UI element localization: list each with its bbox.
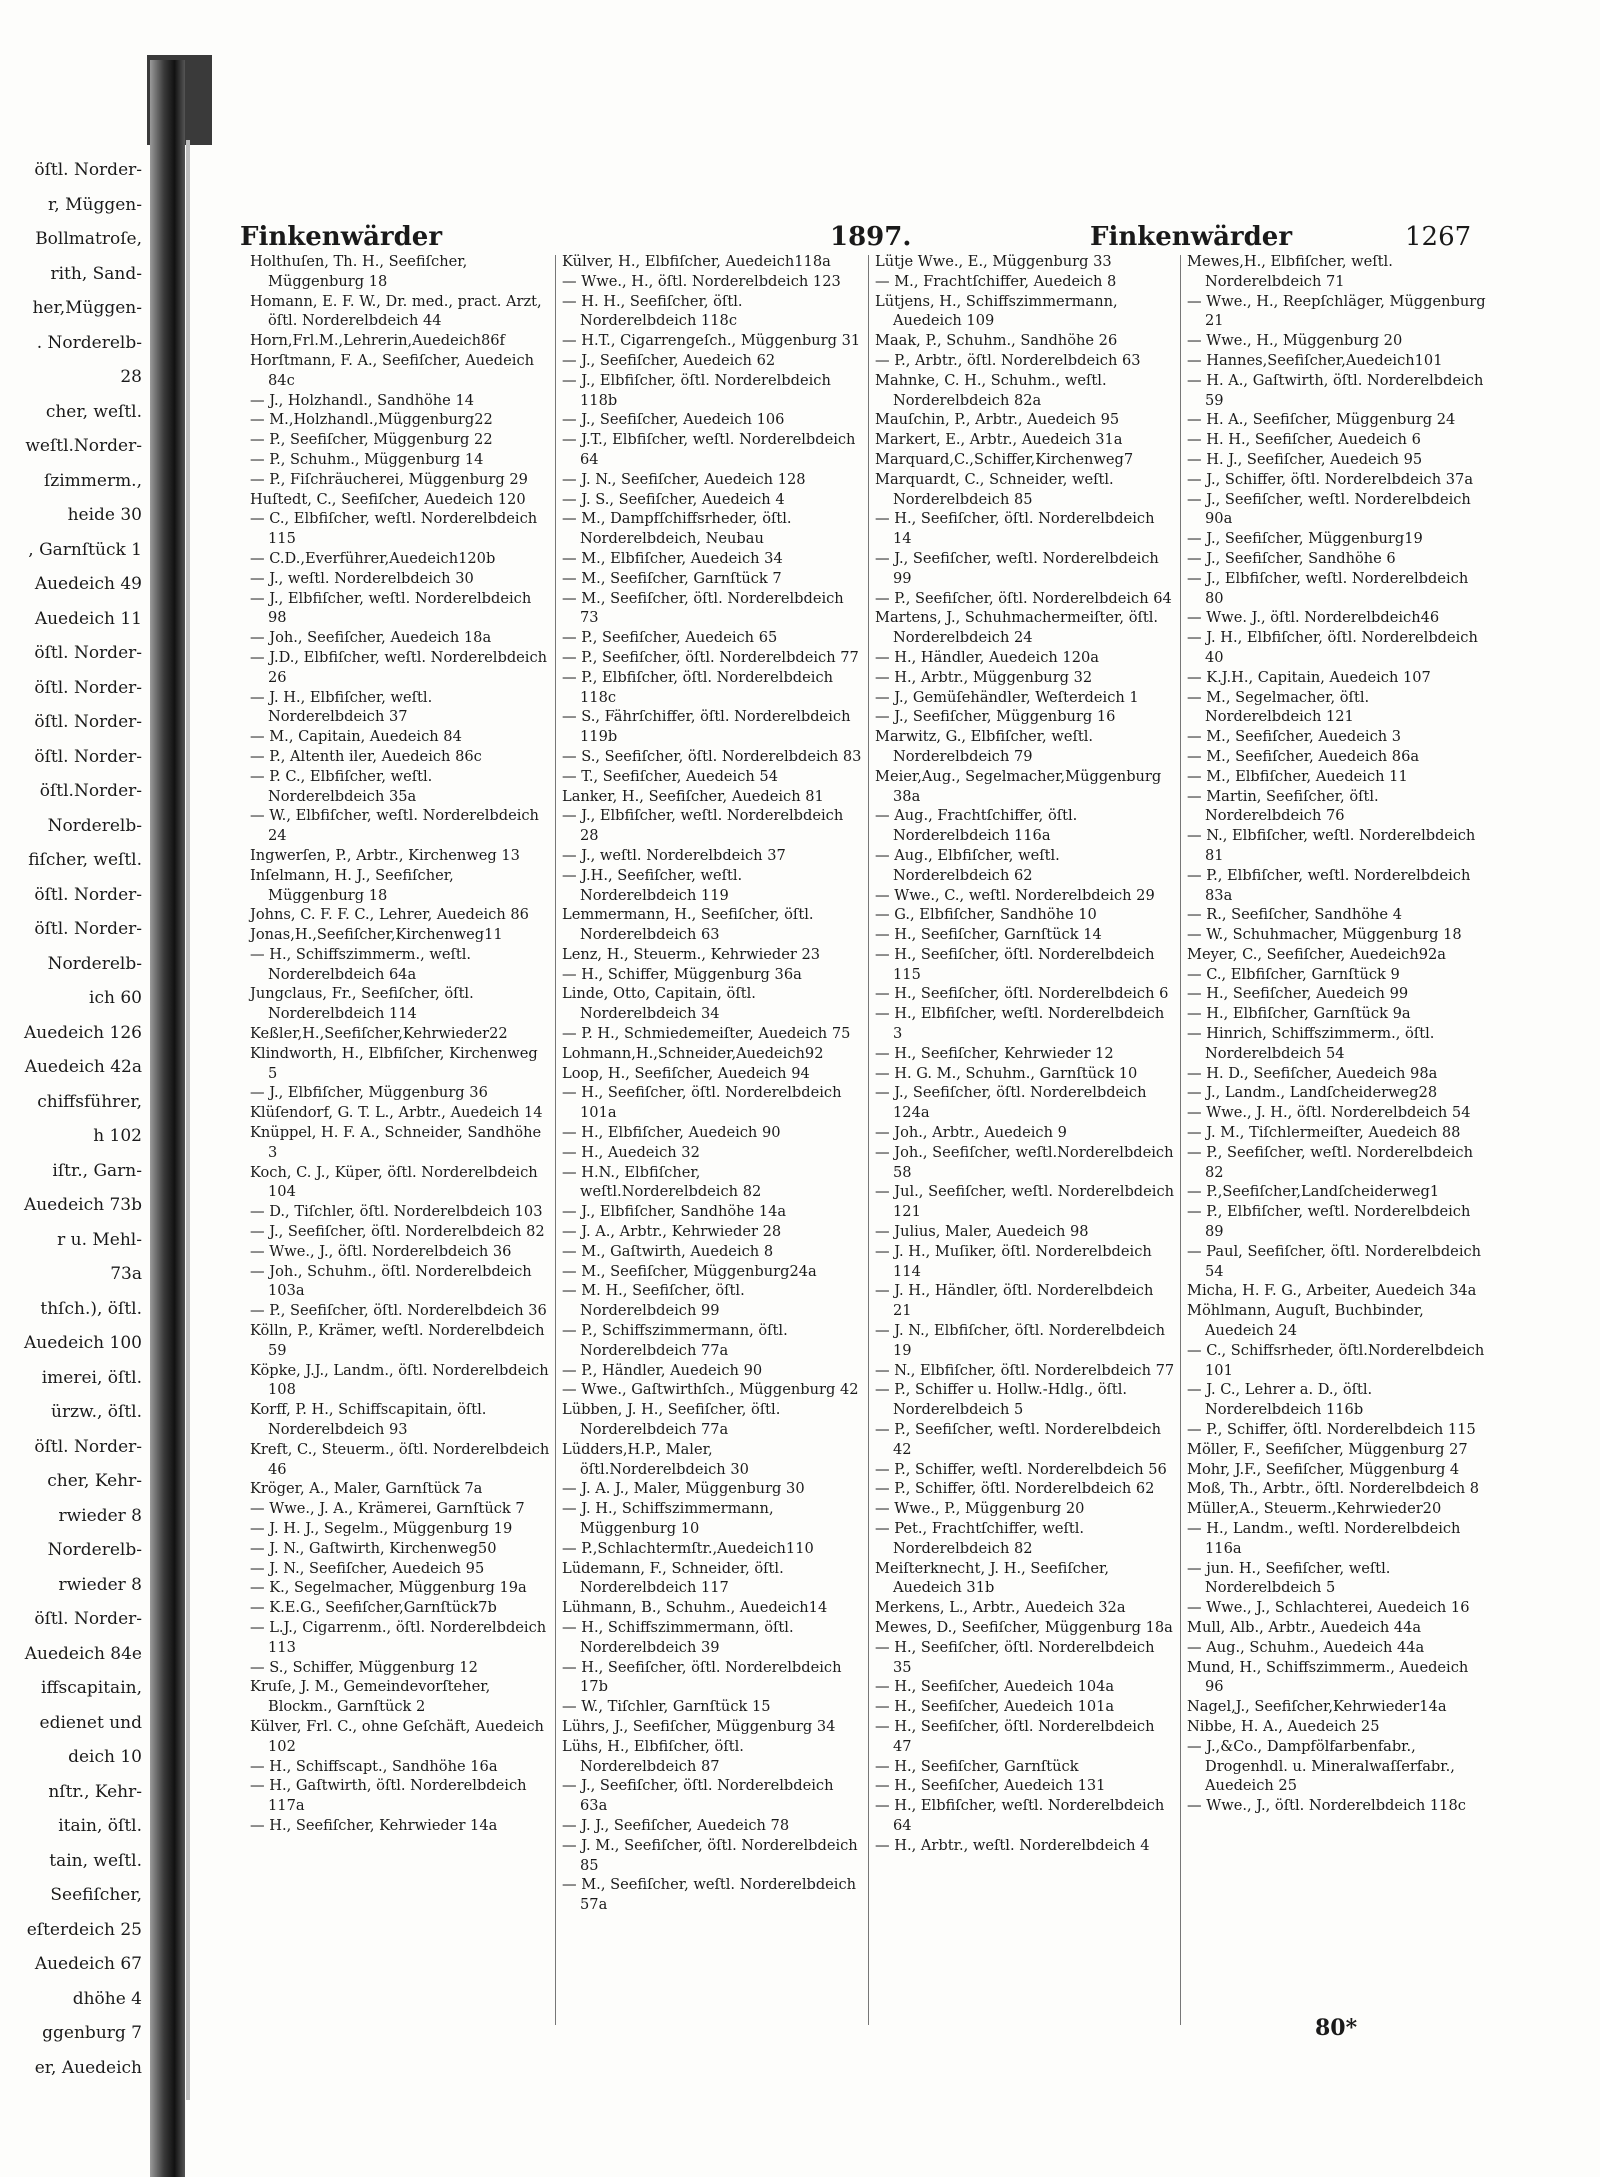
- directory-entry: — J., Schiffer, öſtl. Norderelbdeich 37a: [1187, 470, 1474, 488]
- left-page-line: er, Auedeich: [34, 2057, 142, 2078]
- directory-entry: — P. C., Elbfiſcher, weſtl. Norderelbdeich 35a: [250, 767, 433, 805]
- column-rule: [1180, 255, 1181, 2025]
- directory-entry: — W., Elbfiſcher, weſtl. Norderelbdeich 24: [250, 807, 539, 845]
- directory-entry: — H., Arbtr., weſtl. Norderelbdeich 4: [875, 1836, 1150, 1854]
- directory-entry: — P., Altenth iler, Auedeich 86c: [250, 747, 482, 765]
- directory-entry: — J. J., Seefiſcher, Auedeich 78: [562, 1816, 790, 1834]
- directory-entry: Ingwerſen, P., Arbtr., Kirchenweg 13: [250, 846, 520, 864]
- directory-entry: — J., Elbfiſcher, weſtl. Norderelbdeich 28: [562, 807, 844, 845]
- directory-entry: — H., Auedeich 32: [562, 1143, 700, 1161]
- left-page-line: öſtl. Norder-: [34, 919, 142, 939]
- directory-entry: — H., Seefiſcher, öſtl. Norderelbdeich 14: [875, 510, 1155, 548]
- directory-entry: — Joh., Schuhm., öſtl. Norderelbdeich 103a: [250, 1262, 532, 1300]
- left-page-line: itain, öſtl.: [58, 1816, 142, 1836]
- directory-entry: Lohmann,H.,Schneider,Auedeich92: [562, 1044, 824, 1062]
- directory-entry: — J., Elbfiſcher, weſtl. Norderelbdeich 98: [250, 589, 532, 627]
- directory-entry: Maak, P., Schuhm., Sandhöhe 26: [875, 332, 1118, 350]
- directory-entry: — H. A., Seefiſcher, Müggenburg 24: [1187, 411, 1456, 429]
- directory-entry: — C.D.,Everführer,Auedeich120b: [250, 549, 496, 567]
- directory-entry: Holthuſen, Th. H., Seefiſcher, Müggenburg 18: [250, 253, 468, 290]
- directory-entry: Jungclaus, Fr., Seefiſcher, öſtl. Norderelbdeich 114: [250, 985, 474, 1023]
- directory-entry: — J., Elbfiſcher, weſtl. Norderelbdeich 80: [1187, 569, 1469, 607]
- directory-entry: — Wwe., J., öſtl. Norderelbdeich 118c: [1187, 1797, 1466, 1815]
- directory-entry: — N., Elbfiſcher, weſtl. Norderelbdeich 81: [1187, 827, 1476, 864]
- directory-entry: — Wwe., H., Müggenburg 20: [1187, 332, 1403, 350]
- left-page-line: rith, Sand-: [50, 263, 142, 284]
- directory-entry: Knüppel, H. F. A., Schneider, Sandhöhe 3: [250, 1124, 542, 1161]
- column-rule: [868, 255, 869, 2025]
- directory-entry: Möhlmann, Auguſt, Buchbinder, Auedeich 24: [1187, 1302, 1424, 1340]
- directory-entry: — H., Seefiſcher, Auedeich 99: [1187, 985, 1409, 1003]
- directory-entry: — S., Fährſchiffer, öſtl. Norderelbdeich 119b: [562, 708, 851, 746]
- directory-entry: — G., Elbfiſcher, Sandhöhe 10: [875, 906, 1097, 924]
- directory-entry: Mund, H., Schiffszimmerm., Auedeich 96: [1187, 1658, 1469, 1696]
- directory-entry: Merkens, L., Arbtr., Auedeich 32a: [875, 1599, 1126, 1617]
- directory-entry: — H. A., Gaſtwirth, öſtl. Norderelbdeich 59: [1187, 371, 1484, 409]
- directory-entry: Lühs, H., Elbfiſcher, öſtl. Norderelbdeich 87: [562, 1737, 744, 1775]
- directory-entry: Mewes,H., Elbfiſcher, weſtl. Norderelbdeich 71: [1187, 253, 1393, 290]
- left-page-line: r u. Mehl-: [57, 1229, 142, 1250]
- directory-column-3: [875, 252, 1175, 1856]
- directory-entry: Nibbe, H. A., Auedeich 25: [1187, 1717, 1380, 1735]
- directory-entry: — H., Seefiſcher, Kehrwieder 14a: [250, 1816, 498, 1834]
- header-left-title: Finkenwärder: [240, 222, 443, 252]
- directory-entry: — Pet., Frachtſchiffer, weſtl. Norderelbdeich 82: [875, 1520, 1085, 1557]
- directory-entry: Möller, F., Seefiſcher, Müggenburg 27: [1187, 1440, 1468, 1458]
- directory-entry: Lühmann, B., Schuhm., Auedeich14: [562, 1599, 828, 1617]
- directory-entry: Lanker, H., Seefiſcher, Auedeich 81: [562, 787, 824, 805]
- directory-entry: — S., Schiffer, Müggenburg 12: [250, 1658, 478, 1676]
- directory-entry: — N., Elbfiſcher, öſtl. Norderelbdeich 77: [875, 1361, 1175, 1379]
- directory-entry: — Joh., Arbtr., Auedeich 9: [875, 1124, 1067, 1142]
- directory-entry: Klüſendorf, G. T. L., Arbtr., Auedeich 14: [250, 1104, 543, 1122]
- directory-entry: — P., Seefiſcher, Auedeich 65: [562, 629, 778, 647]
- directory-entry: — J., Landm., Landſcheiderweg28: [1187, 1084, 1438, 1102]
- directory-entry: — J., Seefiſcher, öſtl. Norderelbdeich 82: [250, 1223, 545, 1241]
- directory-entry: Marwitz, G., Elbfiſcher, weſtl. Norderelbdeich 79: [875, 728, 1094, 765]
- directory-entry: Horſtmann, F. A., Seefiſcher, Auedeich 84c: [250, 351, 535, 389]
- directory-entry: — P., Elbfiſcher, weſtl. Norderelbdeich 89: [1187, 1203, 1471, 1241]
- left-page-line: iffscapitain,: [41, 1678, 142, 1698]
- left-page-line: öſtl. Norder-: [34, 643, 142, 663]
- directory-entry: — Jul., Seefiſcher, weſtl. Norderelbdeich 121: [875, 1183, 1175, 1221]
- directory-entry: — Joh., Seefiſcher, Auedeich 18a: [250, 629, 492, 647]
- directory-entry: — K.E.G., Seefiſcher,Garnſtück7b: [250, 1599, 497, 1617]
- directory-entry: — H. G. M., Schuhm., Garnſtück 10: [875, 1064, 1138, 1082]
- left-page-line: heide 30: [67, 505, 142, 525]
- directory-entry: Kruſe, J. M., Gemeindevorſteher, Blockm., Garnſtück 2: [250, 1678, 491, 1716]
- left-page-line: Auedeich 73b: [23, 1195, 142, 1215]
- directory-entry: — P., Händler, Auedeich 90: [562, 1361, 763, 1379]
- directory-entry: — H., Seefiſcher, Kehrwieder 12: [875, 1044, 1114, 1062]
- directory-entry: Koch, C. J., Küper, öſtl. Norderelbdeich 104: [250, 1163, 538, 1201]
- directory-entry: — P., Schiffer, öſtl. Norderelbdeich 115: [1187, 1421, 1476, 1439]
- directory-entry: — H., Seefiſcher, Garnſtück 14: [875, 926, 1102, 944]
- directory-entry: — J., Seefiſcher, öſtl. Norderelbdeich 124a: [875, 1084, 1147, 1122]
- left-page-line: , Garnſtück 1: [28, 539, 142, 560]
- directory-entry: — J. M., Seefiſcher, öſtl. Norderelbdeich 85: [562, 1836, 858, 1874]
- left-page-line: Bollmatroſe,: [35, 229, 142, 249]
- left-page-line: öſtl. Norder-: [34, 746, 142, 767]
- left-page-line: nſtr., Kehr-: [48, 1781, 142, 1802]
- page-edge: [186, 140, 190, 2100]
- left-page-line: Norderelb-: [47, 953, 142, 974]
- directory-entry: — J., weſtl. Norderelbdeich 37: [562, 846, 786, 864]
- directory-entry: — H., Seefiſcher, öſtl. Norderelbdeich 115: [875, 945, 1155, 983]
- directory-entry: — Julius, Maler, Auedeich 98: [875, 1223, 1089, 1241]
- directory-entry: Külver, H., Elbfiſcher, Auedeich118a: [562, 253, 831, 270]
- directory-entry: Huſtedt, C., Seefiſcher, Auedeich 120: [250, 490, 526, 508]
- directory-entry: — jun. H., Seefiſcher, weſtl. Norderelbdeich 5: [1187, 1559, 1391, 1597]
- directory-entry: Marquard,C.,Schiffer,Kirchenweg7: [875, 450, 1134, 468]
- directory-entry: — P., Seefiſcher, Müggenburg 22: [250, 431, 493, 449]
- directory-entry: Martens, J., Schuhmachermeiſter, öſtl. Norderelbdeich 24: [875, 609, 1159, 647]
- directory-entry: — M., Frachtſchiffer, Auedeich 8: [875, 272, 1117, 290]
- directory-entry: — H., Arbtr., Müggenburg 32: [875, 668, 1093, 686]
- directory-entry: — M., Segelmacher, öſtl. Norderelbdeich 121: [1187, 688, 1370, 726]
- directory-entry: Korff, P. H., Schiffscapitain, öſtl. Norderelbdeich 93: [250, 1401, 487, 1439]
- directory-entry: — J.,&Co., Dampfölfarbenfabr., Drogenhdl. u. Mineralwaſſerfabr., Auedeich 25: [1187, 1737, 1455, 1795]
- left-page-line: Auedeich 67: [34, 1954, 142, 1974]
- directory-entry: — J., Elbfiſcher, öſtl. Norderelbdeich 118b: [562, 371, 831, 409]
- directory-entry: — M.,Holzhandl.,Müggenburg22: [250, 411, 493, 429]
- directory-entry: — J. H., Muſiker, öſtl. Norderelbdeich 114: [875, 1242, 1152, 1280]
- directory-entry: Lemmermann, H., Seefiſcher, öſtl. Norderelbdeich 63: [562, 906, 814, 944]
- directory-entry: Meyer, C., Seefiſcher, Auedeich92a: [1187, 945, 1447, 963]
- directory-entry: — P.,Schlachtermſtr.,Auedeich110: [562, 1539, 814, 1557]
- directory-entry: Lüdemann, F., Schneider, öſtl. Norderelbdeich 117: [562, 1559, 784, 1597]
- left-page-line: imerei, öſtl.: [41, 1367, 142, 1388]
- directory-entry: — H., Schiffer, Müggenburg 36a: [562, 965, 802, 983]
- directory-entry: — K., Segelmacher, Müggenburg 19a: [250, 1579, 527, 1597]
- directory-entry: — J., Gemüſehändler, Weſterdeich 1: [875, 688, 1139, 706]
- directory-entry: — J., Elbfiſcher, Sandhöhe 14a: [562, 1203, 787, 1221]
- directory-entry: — J., weſtl. Norderelbdeich 30: [250, 569, 474, 587]
- left-page-line: öſtl. Norder-: [34, 160, 142, 180]
- signature-mark: 80*: [1315, 2015, 1358, 2041]
- directory-entry: — Wwe., H., Reepſchläger, Müggenburg 21: [1187, 292, 1486, 330]
- directory-entry: — J., Elbfiſcher, Müggenburg 36: [250, 1084, 488, 1102]
- directory-entry: — P., Seefiſcher, öſtl. Norderelbdeich 36: [250, 1302, 547, 1320]
- directory-entry: Lütje Wwe., E., Müggenburg 33: [875, 253, 1112, 270]
- left-page-line: Seefiſcher,: [50, 1885, 142, 1905]
- directory-entry: — J. A., Arbtr., Kehrwieder 28: [562, 1223, 782, 1241]
- directory-entry: — J. M., Tiſchlermeiſter, Auedeich 88: [1187, 1124, 1461, 1142]
- directory-entry: Meier,Aug., Segelmacher,Müggenburg 38a: [875, 767, 1162, 805]
- directory-entry: — C., Elbfiſcher, weſtl. Norderelbdeich 115: [250, 510, 538, 548]
- left-page-line: 73a: [110, 1264, 142, 1284]
- directory-entry: Lührs, J., Seefiſcher, Müggenburg 34: [562, 1717, 836, 1735]
- directory-entry: Micha, H. F. G., Arbeiter, Auedeich 34a: [1187, 1282, 1477, 1300]
- directory-entry: Mohr, J.F., Seefiſcher, Müggenburg 4: [1187, 1460, 1460, 1478]
- directory-entry: — J. N., Seefiſcher, Auedeich 128: [562, 470, 806, 488]
- directory-entry: — H.T., Cigarrengeſch., Müggenburg 31: [562, 332, 861, 350]
- directory-entry: — H., Gaſtwirth, öſtl. Norderelbdeich 117a: [250, 1777, 527, 1815]
- left-page-line: ich 60: [89, 988, 142, 1008]
- left-page-line: ſzimmerm.,: [43, 470, 142, 491]
- left-page-line: rwieder 8: [58, 1505, 142, 1526]
- directory-entry: — H., Schiffszimmerm., weſtl. Norderelbdeich 64a: [250, 945, 472, 983]
- left-page-line: ürzw., öſtl.: [51, 1402, 142, 1422]
- directory-entry: — M. H., Seefiſcher, öſtl. Norderelbdeich 99: [562, 1282, 745, 1320]
- directory-entry: Mull, Alb., Arbtr., Auedeich 44a: [1187, 1618, 1422, 1636]
- directory-entry: — W., Tiſchler, Garnſtück 15: [562, 1698, 771, 1716]
- left-page-line: thſch.), öſtl.: [40, 1298, 142, 1319]
- directory-entry: — Wwe., J., Schlachterei, Auedeich 16: [1187, 1599, 1470, 1617]
- left-page-line: Norderelb-: [47, 1540, 142, 1560]
- directory-entry: — H., Elbfiſcher, weſtl. Norderelbdeich 3: [875, 1005, 1165, 1043]
- left-page-line: öſtl.Norder-: [39, 781, 142, 801]
- directory-entry: — M., Seefiſcher, Garnſtück 7: [562, 569, 782, 587]
- left-page-line: iſtr., Garn-: [52, 1160, 142, 1181]
- directory-entry: — M., Elbfiſcher, Auedeich 34: [562, 549, 783, 567]
- directory-entry: — H. J., Seefiſcher, Auedeich 95: [1187, 450, 1423, 468]
- directory-entry: — M., Seefiſcher, Auedeich 86a: [1187, 747, 1420, 765]
- left-page-line: ggenburg 7: [42, 2023, 142, 2043]
- directory-entry: — Paul, Seefiſcher, öſtl. Norderelbdeich 54: [1187, 1242, 1482, 1280]
- left-page-line: öſtl. Norder-: [34, 884, 142, 905]
- directory-entry: — Aug., Elbfiſcher, weſtl. Norderelbdeich 62: [875, 846, 1060, 884]
- directory-entry: — J., Seefiſcher, Auedeich 106: [562, 411, 785, 429]
- directory-entry: Köpke, J.J., Landm., öſtl. Norderelbdeich 108: [250, 1361, 549, 1399]
- header-right-title: Finkenwärder: [1090, 222, 1293, 252]
- directory-entry: Meiſterknecht, J. H., Seefiſcher, Auedeich 31b: [875, 1559, 1109, 1597]
- page-number: 1267: [1405, 222, 1472, 252]
- directory-entry: — P., Fiſchräucherei, Müggenburg 29: [250, 470, 528, 488]
- directory-entry: — J. N., Elbfiſcher, öſtl. Norderelbdeich 19: [875, 1322, 1165, 1359]
- directory-entry: — M., Capitain, Auedeich 84: [250, 728, 462, 746]
- directory-entry: — P., Seefiſcher, weſtl. Norderelbdeich 42: [875, 1421, 1161, 1458]
- directory-entry: Marquardt, C., Schneider, weſtl. Norderelbdeich 85: [875, 470, 1114, 508]
- directory-entry: — R., Seefiſcher, Sandhöhe 4: [1187, 906, 1402, 924]
- directory-entry: — Wwe., J. A., Krämerei, Garnſtück 7: [250, 1500, 525, 1518]
- directory-entry: — Aug., Schuhm., Auedeich 44a: [1187, 1638, 1425, 1656]
- directory-entry: — J.D., Elbfiſcher, weſtl. Norderelbdeich 26: [250, 648, 548, 686]
- left-page-line: dhöhe 4: [72, 1988, 142, 2009]
- directory-entry: — Aug., Frachtſchiffer, öſtl. Norderelbdeich 116a: [875, 807, 1078, 845]
- directory-entry: — L.J., Cigarrenm., öſtl. Norderelbdeich 113: [250, 1618, 547, 1656]
- directory-entry: — Hinrich, Schiffszimmerm., öſtl. Norderelbdeich 54: [1187, 1025, 1435, 1062]
- header-year: 1897.: [830, 222, 912, 252]
- left-page-line: öſtl. Norder-: [34, 1436, 142, 1457]
- directory-entry: — C., Elbfiſcher, Garnſtück 9: [1187, 965, 1400, 983]
- directory-entry: Inſelmann, H. J., Seefiſcher, Müggenburg 18: [250, 866, 454, 904]
- left-page-line: tain, weſtl.: [49, 1850, 142, 1871]
- directory-entry: — C., Schiffsrheder, öſtl.Norderelbdeich 101: [1187, 1341, 1485, 1379]
- directory-entry: — H. D., Seefiſcher, Auedeich 98a: [1187, 1064, 1438, 1082]
- directory-entry: — H., Schiffszimmermann, öſtl. Norderelbdeich 39: [562, 1618, 794, 1656]
- directory-entry: — H., Seefiſcher, Auedeich 101a: [875, 1698, 1115, 1716]
- left-page-line: Auedeich 49: [34, 574, 142, 594]
- directory-entry: — J.H., Seefiſcher, weſtl. Norderelbdeich 119: [562, 866, 743, 904]
- directory-entry: Loop, H., Seefiſcher, Auedeich 94: [562, 1064, 810, 1082]
- directory-entry: — P., Schiffer, weſtl. Norderelbdeich 56: [875, 1460, 1167, 1478]
- left-page-line: eſterdeich 25: [26, 1919, 142, 1940]
- directory-entry: Klindworth, H., Elbfiſcher, Kirchenweg 5: [250, 1044, 538, 1082]
- directory-entry: — J., Seefiſcher, Sandhöhe 6: [1187, 549, 1396, 567]
- directory-entry: Lütjens, H., Schiffszimmermann, Auedeich 109: [875, 292, 1118, 330]
- directory-entry: Keßler,H.,Seefiſcher,Kehrwieder22: [250, 1025, 508, 1043]
- directory-entry: — H. H., Seefiſcher, Auedeich 6: [1187, 431, 1421, 449]
- directory-entry: — Joh., Seefiſcher, weſtl.Norderelbdeich 58: [875, 1143, 1174, 1181]
- left-page-line: . Norderelb-: [36, 332, 142, 353]
- left-page-line: rwieder 8: [58, 1574, 142, 1595]
- directory-entry: — H., Händler, Auedeich 120a: [875, 648, 1099, 666]
- left-page-line: öſtl. Norder-: [34, 1609, 142, 1629]
- directory-entry: — K.J.H., Capitain, Auedeich 107: [1187, 668, 1431, 686]
- directory-entry: — Wwe., H., öſtl. Norderelbdeich 123: [562, 272, 841, 290]
- directory-entry: — P., Seefiſcher, öſtl. Norderelbdeich 77: [562, 648, 859, 666]
- directory-entry: Lübben, J. H., Seefiſcher, öſtl. Norderelbdeich 77a: [562, 1401, 781, 1439]
- directory-entry: — H., Elbfiſcher, weſtl. Norderelbdeich 64: [875, 1797, 1165, 1834]
- directory-entry: — Wwe. J., öſtl. Norderelbdeich46: [1187, 609, 1440, 627]
- directory-entry: — Wwe., C., weſtl. Norderelbdeich 29: [875, 886, 1155, 904]
- directory-entry: — H., Seefiſcher, öſtl. Norderelbdeich 35: [875, 1638, 1155, 1676]
- directory-entry: — P., Schiffer u. Hollw.-Hdlg., öſtl. Norderelbdeich 5: [875, 1381, 1128, 1419]
- left-page-line: cher, weſtl.: [45, 401, 142, 422]
- directory-entry: — P., Schiffer, öſtl. Norderelbdeich 62: [875, 1480, 1155, 1498]
- directory-entry: — S., Seefiſcher, öſtl. Norderelbdeich 83: [562, 747, 862, 765]
- left-page-line: her,Müggen-: [32, 298, 142, 318]
- directory-entry: Kölln, P., Krämer, weſtl. Norderelbdeich 59: [250, 1322, 545, 1359]
- directory-entry: Lüdders,H.P., Maler, öſtl.Norderelbdeich 30: [562, 1440, 749, 1478]
- directory-entry: — H.N., Elbfiſcher, weſtl.Norderelbdeich 82: [562, 1163, 762, 1201]
- directory-entry: — J. H., Elbfiſcher, weſtl. Norderelbdeich 37: [250, 688, 433, 726]
- directory-entry: Markert, E., Arbtr., Auedeich 31a: [875, 431, 1123, 449]
- directory-entry: — H., Seefiſcher, Auedeich 131: [875, 1777, 1106, 1795]
- directory-entry: — J., Seefiſcher, weſtl. Norderelbdeich 90a: [1187, 490, 1471, 528]
- directory-entry: — J. H. J., Segelm., Müggenburg 19: [250, 1520, 513, 1537]
- directory-entry: — Hannes,Seefiſcher,Auedeich101: [1187, 351, 1443, 369]
- left-page-line: Auedeich 11: [34, 608, 142, 629]
- directory-entry: — J. A. J., Maler, Müggenburg 30: [562, 1480, 805, 1498]
- left-page-line: edienet und: [39, 1712, 142, 1733]
- directory-entry: — J. C., Lehrer a. D., öſtl. Norderelbdeich 116b: [1187, 1381, 1373, 1419]
- directory-entry: — H., Seefiſcher, Garnſtück: [875, 1757, 1079, 1775]
- left-page-line: öſtl. Norder-: [34, 677, 142, 698]
- directory-entry: — Wwe., J. H., öſtl. Norderelbdeich 54: [1187, 1104, 1471, 1122]
- directory-entry: Moß, Th., Arbtr., öſtl. Norderelbdeich 8: [1187, 1480, 1480, 1498]
- directory-entry: — W., Schuhmacher, Müggenburg 18: [1187, 926, 1462, 944]
- directory-entry: — J., Holzhandl., Sandhöhe 14: [250, 391, 475, 409]
- directory-entry: Mauſchin, P., Arbtr., Auedeich 95: [875, 411, 1120, 429]
- directory-entry: — M., Gaſtwirth, Auedeich 8: [562, 1242, 774, 1260]
- left-page-line: fiſcher, weſtl.: [28, 850, 142, 870]
- directory-entry: Mewes, D., Seefiſcher, Müggenburg 18a: [875, 1618, 1173, 1636]
- directory-entry: — P., Schiffszimmermann, öſtl. Norderelbdeich 77a: [562, 1322, 788, 1359]
- directory-entry: Mahnke, C. H., Schuhm., weſtl. Norderelbdeich 82a: [875, 371, 1107, 409]
- left-page-line: Auedeich 42a: [24, 1057, 142, 1077]
- directory-entry: Kröger, A., Maler, Garnſtück 7a: [250, 1480, 483, 1498]
- directory-column-1: [250, 252, 550, 1836]
- directory-entry: — J., Seefiſcher, Müggenburg 16: [875, 708, 1116, 726]
- directory-entry: Külver, Frl. C., ohne Geſchäft, Auedeich 102: [250, 1717, 544, 1755]
- directory-entry: — M., Dampfſchiffsrheder, öſtl. Norderelbdeich, Neubau: [562, 510, 792, 548]
- directory-entry: — J. H., Schiffszimmermann, Müggenburg 10: [562, 1500, 774, 1537]
- directory-entry: — H., Seefiſcher, öſtl. Norderelbdeich 17b: [562, 1658, 842, 1696]
- directory-entry: — P., Seefiſcher, öſtl. Norderelbdeich 64: [875, 589, 1172, 607]
- directory-entry: Jonas,H.,Seefiſcher,Kirchenweg11: [250, 926, 503, 944]
- directory-entry: — M., Elbfiſcher, Auedeich 11: [1187, 767, 1408, 785]
- directory-entry: — P., Seefiſcher, weſtl. Norderelbdeich 82: [1187, 1143, 1473, 1181]
- left-page-fragment: [0, 120, 150, 2120]
- book-spine: [150, 60, 185, 2177]
- directory-entry: — M., Seefiſcher, weſtl. Norderelbdeich 57a: [562, 1876, 857, 1914]
- directory-entry: Horn,Frl.M.,Lehrerin,Auedeich86f: [250, 332, 505, 350]
- directory-entry: — H. H., Seefiſcher, öſtl. Norderelbdeich 118c: [562, 292, 743, 330]
- directory-entry: — Wwe., J., öſtl. Norderelbdeich 36: [250, 1242, 512, 1260]
- directory-entry: Homann, E. F. W., Dr. med., pract. Arzt, öſtl. Norderelbdeich 44: [250, 292, 542, 330]
- directory-entry: — M., Seefiſcher, Auedeich 3: [1187, 728, 1402, 746]
- directory-column-4: [1187, 252, 1487, 1816]
- left-page-line: weſtl.Norder-: [25, 436, 142, 456]
- left-page-line: chiffsführer,: [37, 1091, 142, 1112]
- left-page-line: Auedeich 126: [24, 1022, 142, 1043]
- directory-entry: — J. S., Seefiſcher, Auedeich 4: [562, 490, 785, 508]
- directory-entry: — H., Elbfiſcher, Auedeich 90: [562, 1124, 781, 1142]
- left-page-line: Norderelb-: [47, 815, 142, 836]
- directory-entry: — T., Seefiſcher, Auedeich 54: [562, 767, 779, 785]
- directory-entry: — P. H., Schmiedemeiſter, Auedeich 75: [562, 1025, 851, 1043]
- directory-entry: — H., Seefiſcher, öſtl. Norderelbdeich 6: [875, 985, 1169, 1003]
- directory-entry: — H., Seefiſcher, Auedeich 104a: [875, 1678, 1115, 1696]
- directory-entry: — D., Tiſchler, öſtl. Norderelbdeich 103: [250, 1203, 543, 1221]
- directory-entry: — J., Seefiſcher, öſtl. Norderelbdeich 63a: [562, 1777, 834, 1815]
- directory-column-2: [562, 252, 862, 1915]
- directory-entry: — P., Elbfiſcher, öſtl. Norderelbdeich 118c: [562, 668, 834, 706]
- directory-entry: — P.,Seefiſcher,Landſcheiderweg1: [1187, 1183, 1440, 1201]
- directory-entry: — Wwe., P., Müggenburg 20: [875, 1500, 1085, 1518]
- directory-entry: — J., Seefiſcher, weſtl. Norderelbdeich 99: [875, 549, 1159, 587]
- directory-entry: — H., Seefiſcher, öſtl. Norderelbdeich 101a: [562, 1084, 842, 1122]
- directory-entry: Linde, Otto, Capitain, öſtl. Norderelbdeich 34: [562, 985, 756, 1023]
- left-page-line: öſtl. Norder-: [34, 712, 142, 732]
- directory-entry: — P., Schuhm., Müggenburg 14: [250, 450, 484, 468]
- left-page-line: 28: [120, 367, 142, 387]
- directory-entry: — H., Elbfiſcher, Garnſtück 9a: [1187, 1005, 1411, 1023]
- left-page-line: r, Müggen-: [48, 194, 142, 215]
- directory-entry: — J. H., Elbfiſcher, öſtl. Norderelbdeich 40: [1187, 629, 1478, 666]
- left-page-line: h 102: [93, 1126, 142, 1146]
- directory-entry: — Martin, Seefiſcher, öſtl. Norderelbdeich 76: [1187, 787, 1379, 825]
- directory-entry: Nagel,J., Seefiſcher,Kehrwieder14a: [1187, 1698, 1447, 1716]
- directory-entry: Müller,A., Steuerm.,Kehrwieder20: [1187, 1500, 1442, 1518]
- column-rule: [555, 255, 556, 2025]
- directory-entry: — J.T., Elbfiſcher, weſtl. Norderelbdeich 64: [562, 431, 856, 468]
- left-page-line: Auedeich 100: [24, 1333, 142, 1353]
- directory-entry: Johns, C. F. F. C., Lehrer, Auedeich 86: [250, 906, 529, 924]
- left-page-line: cher, Kehr-: [47, 1471, 142, 1491]
- directory-entry: — M., Seefiſcher, Müggenburg24a: [562, 1262, 817, 1280]
- directory-entry: — H., Schiffscapt., Sandhöhe 16a: [250, 1757, 498, 1775]
- directory-entry: — M., Seefiſcher, öſtl. Norderelbdeich 73: [562, 589, 844, 627]
- directory-entry: Lenz, H., Steuerm., Kehrwieder 23: [562, 945, 821, 963]
- directory-entry: — J. N., Gaſtwirth, Kirchenweg50: [250, 1539, 497, 1557]
- directory-entry: — J., Seefiſcher, Müggenburg19: [1187, 530, 1423, 548]
- directory-entry: — J., Seefiſcher, Auedeich 62: [562, 351, 776, 369]
- directory-entry: Kreft, C., Steuerm., öſtl. Norderelbdeich 46: [250, 1440, 550, 1478]
- directory-entry: — P., Arbtr., öſtl. Norderelbdeich 63: [875, 351, 1141, 369]
- directory-entry: — P., Elbfiſcher, weſtl. Norderelbdeich 83a: [1187, 866, 1471, 904]
- directory-entry: — H., Seefiſcher, öſtl. Norderelbdeich 47: [875, 1717, 1155, 1755]
- directory-entry: — H., Landm., weſtl. Norderelbdeich 116a: [1187, 1520, 1461, 1557]
- left-page-line: deich 10: [68, 1747, 142, 1767]
- directory-entry: — J. H., Händler, öſtl. Norderelbdeich 21: [875, 1282, 1154, 1320]
- directory-entry: — Wwe., Gaſtwirthſch., Müggenburg 42: [562, 1381, 859, 1399]
- directory-entry: — J. N., Seefiſcher, Auedeich 95: [250, 1559, 485, 1577]
- left-page-line: Auedeich 84e: [24, 1643, 142, 1664]
